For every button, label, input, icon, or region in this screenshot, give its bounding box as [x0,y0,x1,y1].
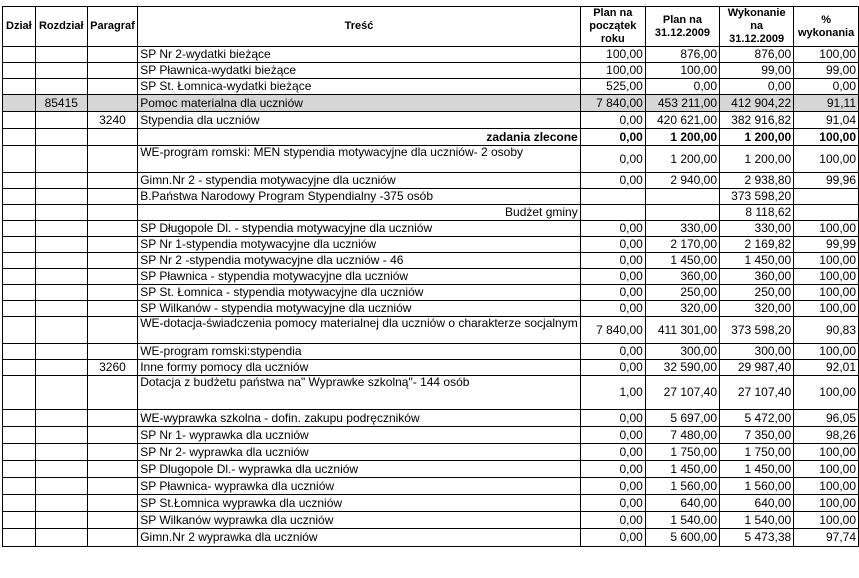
tresc-cell: Gimn.Nr 2 - stypendia motywacyjne dla uczniów [138,173,581,189]
rozdzial-cell [35,495,87,512]
wykonanie-cell: 373 598,20 [720,317,794,344]
wykonanie-cell: 373 598,20 [720,189,794,205]
tresc-cell: SP Wilkanów wyprawka dla uczniów [138,512,581,529]
header-wykonanie: Wykonanie na 31.12.2009 [720,7,794,47]
tresc-cell: SP St.Łomnica wyprawka dla uczniów [138,495,581,512]
tresc-cell: zadania zlecone [138,129,581,146]
paragraf-cell: 3240 [87,112,137,129]
procent-cell: 90,83 [794,317,859,344]
paragraf-cell [87,478,137,495]
dzial-cell [3,63,36,79]
plan-poczatek-cell [580,189,645,205]
procent-cell [794,189,859,205]
plan-koniec-cell [645,189,719,205]
procent-cell: 99,00 [794,63,859,79]
plan-poczatek-cell [580,205,645,221]
paragraf-cell [87,205,137,221]
plan-poczatek-cell: 0,00 [580,146,645,173]
tresc-cell: Budżet gminy [138,205,581,221]
procent-cell: 100,00 [794,512,859,529]
wykonanie-cell: 412 904,22 [720,95,794,112]
plan-poczatek-cell: 1,00 [580,376,645,410]
rozdzial-cell [35,427,87,444]
tresc-cell: Inne formy pomocy dla uczniów [138,360,581,376]
procent-cell: 100,00 [794,301,859,317]
wykonanie-cell: 1 200,00 [720,129,794,146]
procent-cell: 100,00 [794,146,859,173]
wykonanie-cell: 1 750,00 [720,444,794,461]
table-row [3,129,859,146]
plan-poczatek-cell: 525,00 [580,79,645,95]
dzial-cell [3,129,36,146]
table-row [3,344,859,360]
plan-koniec-cell: 876,00 [645,47,719,63]
paragraf-cell [87,461,137,478]
dzial-cell [3,317,36,344]
tresc-cell: Gimn.Nr 2 wyprawka dla uczniów [138,529,581,547]
wykonanie-cell: 29 987,40 [720,360,794,376]
dzial-cell [3,410,36,427]
paragraf-cell [87,253,137,269]
plan-koniec-cell: 1 450,00 [645,461,719,478]
table-row [3,376,859,410]
rozdzial-cell [35,112,87,129]
wykonanie-cell: 5 472,00 [720,410,794,427]
plan-koniec-cell: 250,00 [645,285,719,301]
table-row [3,529,859,547]
paragraf-cell [87,237,137,253]
paragraf-cell [87,317,137,344]
plan-koniec-cell: 320,00 [645,301,719,317]
plan-koniec-cell: 453 211,00 [645,95,719,112]
dzial-cell [3,269,36,285]
header-row [3,7,859,47]
table-row [3,317,859,344]
rozdzial-cell [35,444,87,461]
plan-poczatek-cell: 0,00 [580,301,645,317]
tresc-cell: WE-wyprawka szkolna - dofin. zakupu podręczników [138,410,581,427]
procent-cell: 100,00 [794,269,859,285]
table-row [3,79,859,95]
procent-cell [794,205,859,221]
plan-koniec-cell: 5 600,00 [645,529,719,547]
dzial-cell [3,444,36,461]
rozdzial-cell [35,269,87,285]
paragraf-cell [87,344,137,360]
table-body [3,47,859,547]
table-row [3,237,859,253]
table-row [3,173,859,189]
dzial-cell [3,285,36,301]
wykonanie-cell: 2 938,80 [720,173,794,189]
table-row [3,221,859,237]
plan-poczatek-cell: 0,00 [580,512,645,529]
table-row [3,205,859,221]
plan-koniec-cell: 420 621,00 [645,112,719,129]
rozdzial-cell [35,129,87,146]
rozdzial-cell [35,344,87,360]
dzial-cell [3,301,36,317]
procent-cell: 97,74 [794,529,859,547]
dzial-cell [3,461,36,478]
wykonanie-cell: 640,00 [720,495,794,512]
plan-poczatek-cell: 0,00 [580,427,645,444]
plan-koniec-cell: 1 560,00 [645,478,719,495]
plan-poczatek-cell: 0,00 [580,529,645,547]
plan-poczatek-cell: 0,00 [580,269,645,285]
paragraf-cell [87,301,137,317]
plan-poczatek-cell: 7 840,00 [580,95,645,112]
wykonanie-cell: 0,00 [720,79,794,95]
header-paragraf: Paragraf [87,7,137,47]
table-row [3,146,859,173]
table-row [3,444,859,461]
rozdzial-cell [35,512,87,529]
rozdzial-cell [35,410,87,427]
wykonanie-cell: 99,00 [720,63,794,79]
procent-cell: 100,00 [794,344,859,360]
procent-cell: 0,00 [794,79,859,95]
plan-poczatek-cell: 0,00 [580,360,645,376]
tresc-cell: Dotacja z budżetu państwa na" Wyprawke szkolną"- 144 osób [138,376,581,410]
plan-poczatek-cell: 100,00 [580,47,645,63]
table-row [3,253,859,269]
wykonanie-cell: 1 200,00 [720,146,794,173]
wykonanie-cell: 2 169,82 [720,237,794,253]
paragraf-cell [87,146,137,173]
wykonanie-cell: 5 473,38 [720,529,794,547]
dzial-cell [3,173,36,189]
tresc-cell: WE-dotacja-świadczenia pomocy materialnej dla uczniów o charakterze socjalnym [138,317,581,344]
plan-koniec-cell: 27 107,40 [645,376,719,410]
tresc-cell: SP Nr 2-wydatki bieżące [138,47,581,63]
plan-poczatek-cell: 7 840,00 [580,317,645,344]
paragraf-cell [87,444,137,461]
tresc-cell: SP Nr 1- wyprawka dla uczniów [138,427,581,444]
paragraf-cell [87,495,137,512]
header-rozdzial: Rozdział [35,7,87,47]
wykonanie-cell: 7 350,00 [720,427,794,444]
paragraf-cell [87,189,137,205]
paragraf-cell [87,529,137,547]
plan-koniec-cell: 411 301,00 [645,317,719,344]
dzial-cell [3,512,36,529]
paragraf-cell [87,269,137,285]
dzial-cell [3,205,36,221]
tresc-cell: SP Pławnica-wydatki bieżące [138,63,581,79]
plan-koniec-cell: 100,00 [645,63,719,79]
procent-cell: 92,01 [794,360,859,376]
plan-koniec-cell: 1 750,00 [645,444,719,461]
dzial-cell [3,79,36,95]
paragraf-cell [87,376,137,410]
plan-koniec-cell: 1 200,00 [645,129,719,146]
dzial-cell [3,376,36,410]
rozdzial-cell [35,221,87,237]
tresc-cell: WE-program romski: MEN stypendia motywacyjne dla uczniów- 2 osoby [138,146,581,173]
plan-koniec-cell: 360,00 [645,269,719,285]
tresc-cell: B.Państwa Narodowy Program Stypendialny -375 osób [138,189,581,205]
rozdzial-cell [35,301,87,317]
paragraf-cell: 3260 [87,360,137,376]
paragraf-cell [87,173,137,189]
table-row [3,285,859,301]
procent-cell: 100,00 [794,129,859,146]
dzial-cell [3,529,36,547]
paragraf-cell [87,129,137,146]
procent-cell: 100,00 [794,221,859,237]
rozdzial-cell [35,529,87,547]
plan-koniec-cell: 32 590,00 [645,360,719,376]
rozdzial-cell [35,47,87,63]
header-dzial: Dział [3,7,36,47]
plan-koniec-cell: 0,00 [645,79,719,95]
paragraf-cell [87,221,137,237]
tresc-cell: SP St. Łomnica-wydatki bieżące [138,79,581,95]
table-row [3,512,859,529]
plan-koniec-cell: 5 697,00 [645,410,719,427]
procent-cell: 100,00 [794,495,859,512]
rozdzial-cell: 85415 [35,95,87,112]
plan-koniec-cell: 300,00 [645,344,719,360]
paragraf-cell [87,79,137,95]
header-plan-poczatek: Plan na początek roku [580,7,645,47]
dzial-cell [3,427,36,444]
plan-koniec-cell: 7 480,00 [645,427,719,444]
plan-poczatek-cell: 0,00 [580,495,645,512]
tresc-cell: SP Pławnica- wyprawka dla uczniów [138,478,581,495]
rozdzial-cell [35,237,87,253]
paragraf-cell [87,410,137,427]
rozdzial-cell [35,189,87,205]
header-plan-koniec: Plan na 31.12.2009 [645,7,719,47]
plan-poczatek-cell: 0,00 [580,444,645,461]
dzial-cell [3,237,36,253]
plan-koniec-cell: 330,00 [645,221,719,237]
rozdzial-cell [35,285,87,301]
plan-poczatek-cell: 0,00 [580,285,645,301]
dzial-cell [3,360,36,376]
rozdzial-cell [35,253,87,269]
wykonanie-cell: 27 107,40 [720,376,794,410]
procent-cell: 100,00 [794,461,859,478]
procent-cell: 100,00 [794,47,859,63]
wykonanie-cell: 1 560,00 [720,478,794,495]
wykonanie-cell: 382 916,82 [720,112,794,129]
tresc-cell: Pomoc materialna dla uczniów [138,95,581,112]
procent-cell: 96,05 [794,410,859,427]
rozdzial-cell [35,63,87,79]
wykonanie-cell: 876,00 [720,47,794,63]
paragraf-cell [87,427,137,444]
paragraf-cell [87,47,137,63]
rozdzial-cell [35,173,87,189]
wykonanie-cell: 300,00 [720,344,794,360]
wykonanie-cell: 320,00 [720,301,794,317]
rozdzial-cell [35,360,87,376]
table-row [3,301,859,317]
dzial-cell [3,95,36,112]
table-row [3,461,859,478]
procent-cell: 91,11 [794,95,859,112]
paragraf-cell [87,512,137,529]
tresc-cell: Stypendia dla uczniów [138,112,581,129]
plan-poczatek-cell: 0,00 [580,478,645,495]
plan-poczatek-cell: 0,00 [580,173,645,189]
wykonanie-cell: 8 118,62 [720,205,794,221]
plan-poczatek-cell: 0,00 [580,344,645,360]
dzial-cell [3,146,36,173]
wykonanie-cell: 1 450,00 [720,461,794,478]
wykonanie-cell: 1 450,00 [720,253,794,269]
paragraf-cell [87,63,137,79]
tresc-cell: SP Nr 2 -stypendia motywacyjne dla uczniów - 46 [138,253,581,269]
procent-cell: 100,00 [794,253,859,269]
header-procent: % wykonania [794,7,859,47]
plan-poczatek-cell: 0,00 [580,253,645,269]
plan-koniec-cell: 1 540,00 [645,512,719,529]
table-row [3,95,859,112]
plan-koniec-cell: 640,00 [645,495,719,512]
wykonanie-cell: 250,00 [720,285,794,301]
table-row [3,47,859,63]
procent-cell: 100,00 [794,478,859,495]
table-row [3,63,859,79]
plan-poczatek-cell: 0,00 [580,410,645,427]
tresc-cell: WE-program romski:stypendia [138,344,581,360]
tresc-cell: SP Nr 2- wyprawka dla uczniów [138,444,581,461]
procent-cell: 99,99 [794,237,859,253]
rozdzial-cell [35,205,87,221]
table-row [3,427,859,444]
plan-poczatek-cell: 0,00 [580,221,645,237]
dzial-cell [3,221,36,237]
plan-poczatek-cell: 0,00 [580,112,645,129]
procent-cell: 100,00 [794,285,859,301]
dzial-cell [3,47,36,63]
wykonanie-cell: 330,00 [720,221,794,237]
budget-table [2,6,859,547]
plan-poczatek-cell: 0,00 [580,237,645,253]
procent-cell: 100,00 [794,376,859,410]
tresc-cell: SP Pławnica - stypendia motywacyjne dla uczniów [138,269,581,285]
procent-cell: 99,96 [794,173,859,189]
dzial-cell [3,253,36,269]
rozdzial-cell [35,146,87,173]
plan-poczatek-cell: 0,00 [580,129,645,146]
rozdzial-cell [35,461,87,478]
dzial-cell [3,478,36,495]
rozdzial-cell [35,478,87,495]
plan-poczatek-cell: 100,00 [580,63,645,79]
table-row [3,269,859,285]
plan-koniec-cell: 2 170,00 [645,237,719,253]
paragraf-cell [87,285,137,301]
tresc-cell: SP Wilkanów - stypendia motywacyjne dla uczniów [138,301,581,317]
wykonanie-cell: 360,00 [720,269,794,285]
tresc-cell: SP Długopole Dl. - stypendia motywacyjne dla uczniów [138,221,581,237]
tresc-cell: SP St. Łomnica - stypendia motywacyjne dla uczniów [138,285,581,301]
table-row [3,478,859,495]
table-row [3,189,859,205]
plan-koniec-cell: 2 940,00 [645,173,719,189]
rozdzial-cell [35,376,87,410]
table-row [3,360,859,376]
table-row [3,112,859,129]
procent-cell: 98,26 [794,427,859,444]
procent-cell: 91,04 [794,112,859,129]
table-row [3,495,859,512]
header-tresc: Treść [138,7,581,47]
dzial-cell [3,344,36,360]
plan-koniec-cell: 1 200,00 [645,146,719,173]
tresc-cell: SP Nr 1-stypendia motywacyjne dla uczniów [138,237,581,253]
procent-cell: 100,00 [794,444,859,461]
plan-koniec-cell: 1 450,00 [645,253,719,269]
rozdzial-cell [35,79,87,95]
dzial-cell [3,495,36,512]
paragraf-cell [87,95,137,112]
tresc-cell: SP Dlugopole Dl.- wyprawka dla uczniów [138,461,581,478]
plan-poczatek-cell: 0,00 [580,461,645,478]
wykonanie-cell: 1 540,00 [720,512,794,529]
dzial-cell [3,189,36,205]
rozdzial-cell [35,317,87,344]
table-row [3,410,859,427]
plan-koniec-cell [645,205,719,221]
dzial-cell [3,112,36,129]
